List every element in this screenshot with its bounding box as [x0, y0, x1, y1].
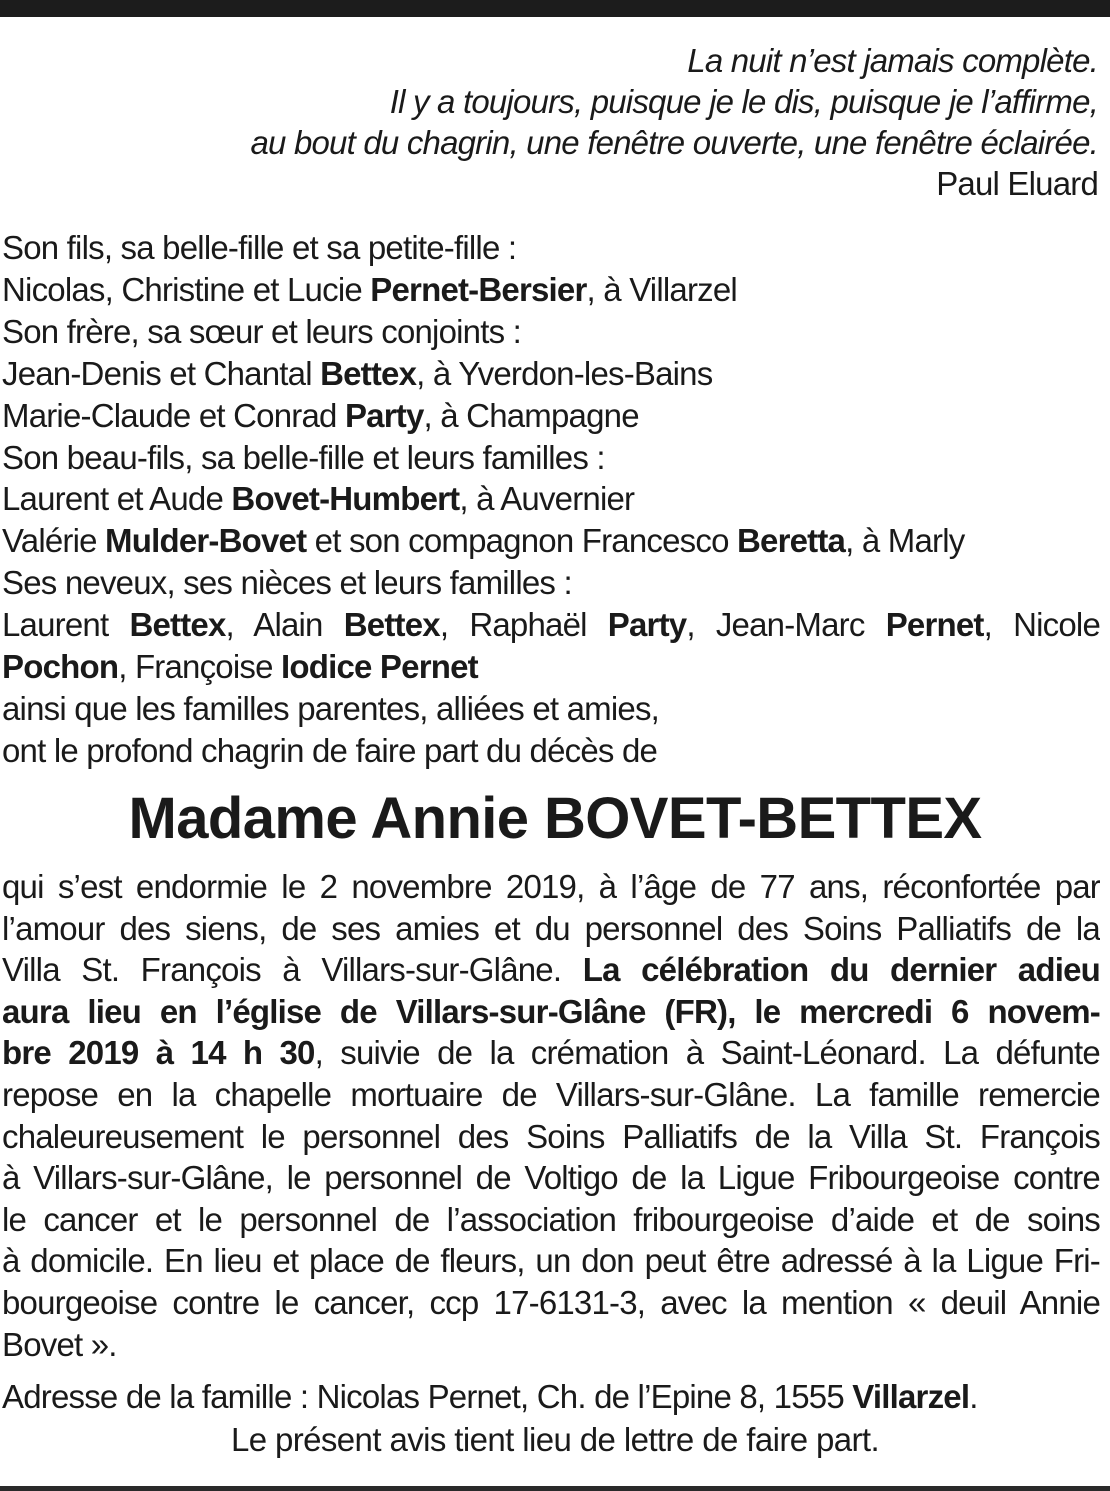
family-heading-nephews: Ses neveux, ses nièces et leurs familles : — [2, 564, 572, 602]
family-member-line: Laurent et Aude Bovet-Humbert, à Auvernier — [2, 480, 635, 518]
family-heading-stepchildren: Son beau-fils, sa belle-fille et leurs familles : — [2, 438, 605, 476]
family-member-line: Nicolas, Christine et Lucie Pernet-Bersier, à Villarzel — [2, 270, 737, 308]
family-address: Adresse de la famille : Nicolas Pernet, Ch. de l’Epine 8, 1555 Villarzel. — [2, 1378, 978, 1415]
paragraph-line: l’amour des siens, de ses amies et du personnel des Soins Palliatifs de la — [2, 909, 1100, 947]
paragraph-line: aura lieu en l’église de Villars-sur-Glâne (FR), le mercredi 6 novem- — [2, 992, 1100, 1030]
family-heading-siblings: Son frère, sa sœur et leurs conjoints : — [2, 312, 522, 350]
closing-notice: Le présent avis tient lieu de lettre de faire part. — [230, 1421, 880, 1458]
surname: Bettex — [320, 354, 417, 392]
paragraph-line: chaleureusement le personnel des Soins Palliatifs de la Villa St. François — [2, 1117, 1100, 1155]
announcement-paragraph — [2, 866, 1100, 1365]
quote-line: La nuit n’est jamais complète. — [687, 42, 1098, 79]
paragraph-line: repose en la chapelle mortuaire de Villars-sur-Glâne. La famille remercie — [2, 1075, 1100, 1113]
family-member-line: Jean-Denis et Chantal Bettex, à Yverdon-les-Bains — [2, 354, 713, 392]
paragraph-line: Bovet ». — [2, 1325, 117, 1363]
paragraph-line: bre 2019 à 14 h 30, suivie de la crémation à Saint-Léonard. La défunte — [2, 1034, 1100, 1072]
family-list — [2, 227, 1100, 772]
deceased-name: Madame Annie BOVET-BETTEX — [128, 786, 982, 851]
paragraph-line: bourgeoise contre le cancer, ccp 17-6131-3, avec la mention « deuil Annie — [2, 1283, 1100, 1321]
surname: Beretta — [737, 522, 846, 560]
quote-line: Il y a toujours, puisque je le dis, puisque je l’affirme, — [389, 83, 1098, 120]
family-member-line: Laurent Bettex, Alain Bettex, Raphaël Party, Jean-Marc Pernet, Nicole — [2, 606, 1100, 644]
paragraph-line: qui s’est endormie le 2 novembre 2019, à l’âge de 77 ans, réconfortée par — [2, 868, 1100, 905]
paragraph-line: à domicile. En lieu et place de fleurs, un don peut être adressé à la Ligue Fri- — [2, 1242, 1100, 1280]
surname: Bovet-Humbert — [231, 480, 460, 518]
family-member-line: Valérie Mulder-Bovet et son compagnon Francesco Beretta, à Marly — [2, 522, 965, 560]
address-town: Villarzel — [852, 1378, 970, 1415]
family-announcement-line: ont le profond chagrin de faire part du décès de — [2, 731, 658, 769]
family-heading-son: Son fils, sa belle-fille et sa petite-fille : — [2, 229, 517, 266]
surname: Mulder-Bovet — [105, 522, 307, 560]
epigraph-quote — [98, 40, 1098, 204]
quote-author: Paul Eluard — [936, 165, 1098, 202]
surname: Party — [344, 396, 424, 434]
family-member-line: Pochon, Françoise Iodice Pernet — [2, 648, 478, 686]
family-closing-line: ainsi que les familles parentes, alliées et amies, — [2, 689, 660, 727]
paragraph-line: Villa St. François à Villars-sur-Glâne. La célébration du dernier adieu — [2, 951, 1100, 989]
quote-line: au bout du chagrin, une fenêtre ouverte, une fenêtre éclairée. — [250, 124, 1098, 161]
paragraph-line: à Villars-sur-Glâne, le personnel de Voltigo de la Ligue Fribourgeoise contre — [2, 1159, 1100, 1197]
paragraph-line: le cancer et le personnel de l’association fribourgeoise d’aide et de soins — [2, 1200, 1100, 1238]
bottom-border-rule — [0, 1486, 1110, 1491]
top-border-bar — [0, 0, 1110, 17]
family-member-line: Marie-Claude et Conrad Party, à Champagne — [2, 396, 639, 434]
surname: Pernet-Bersier — [370, 270, 587, 308]
